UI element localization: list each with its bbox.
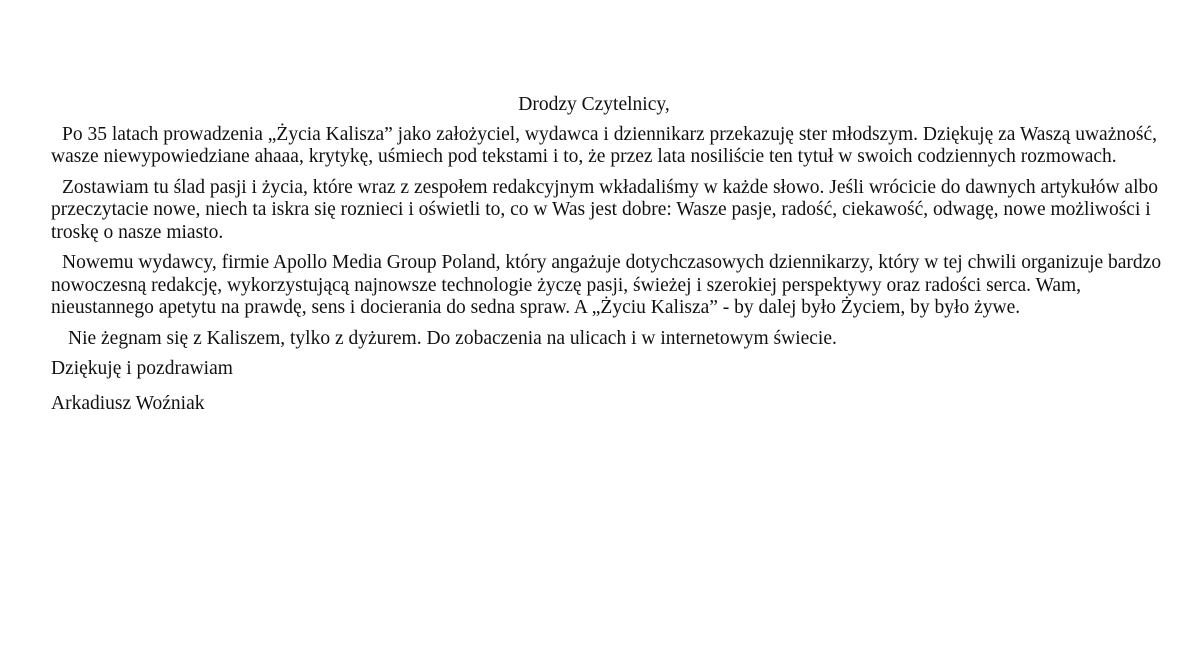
letter-paragraph-3: Nowemu wydawcy, firmie Apollo Media Group Poland, który angażuje dotychczasowych dziennikarzy, który w tej chwili organizuje bardzo nowoczesną redakcję, wykorzystującą najnowsze technologie życzę pasji, świeżej i szerokiej perspektywy oraz radości serca. Wam, nieustannego apetytu na prawdę, sens i docierania do sedna spraw. A „Życiu Kalisza” - by dalej było Życiem, by było żywe.: [51, 252, 1162, 318]
letter-closing: Dziękuję i pozdrawiam: [51, 358, 233, 379]
letter-paragraph-4: Nie żegnam się z Kaliszem, tylko z dyżurem. Do zobaczenia na ulicach i w internetowym świecie.: [68, 327, 837, 349]
letter-paragraph-1: Po 35 latach prowadzenia „Życia Kalisza” jako założyciel, wydawca i dziennikarz przekazuję ster młodszym. Dziękuję za Waszą uważność, wasze niewypowiedziane ahaaa, krytykę, uśmiech pod tekstami i to, że przez lata nosiliście ten tytuł w swoich codziennych rozmowach.: [51, 123, 1157, 167]
letter-signature: Arkadiusz Woźniak: [51, 392, 205, 414]
letter-paragraph-2: Zostawiam tu ślad pasji i życia, które wraz z zespołem redakcyjnym wkładaliśmy w każde słowo. Jeśli wrócicie do dawnych artykułów albo przeczytacie nowe, niech ta iskra się roznieci i oświetli to, co w Was jest dobre: Wasze pasje, radość, ciekawość, odwagę, nowe możliwości i troskę o nasze miasto.: [51, 176, 1159, 243]
letter-body: [51, 94, 1173, 415]
letter-greeting: Drodzy Czytelnicy,: [518, 94, 670, 115]
